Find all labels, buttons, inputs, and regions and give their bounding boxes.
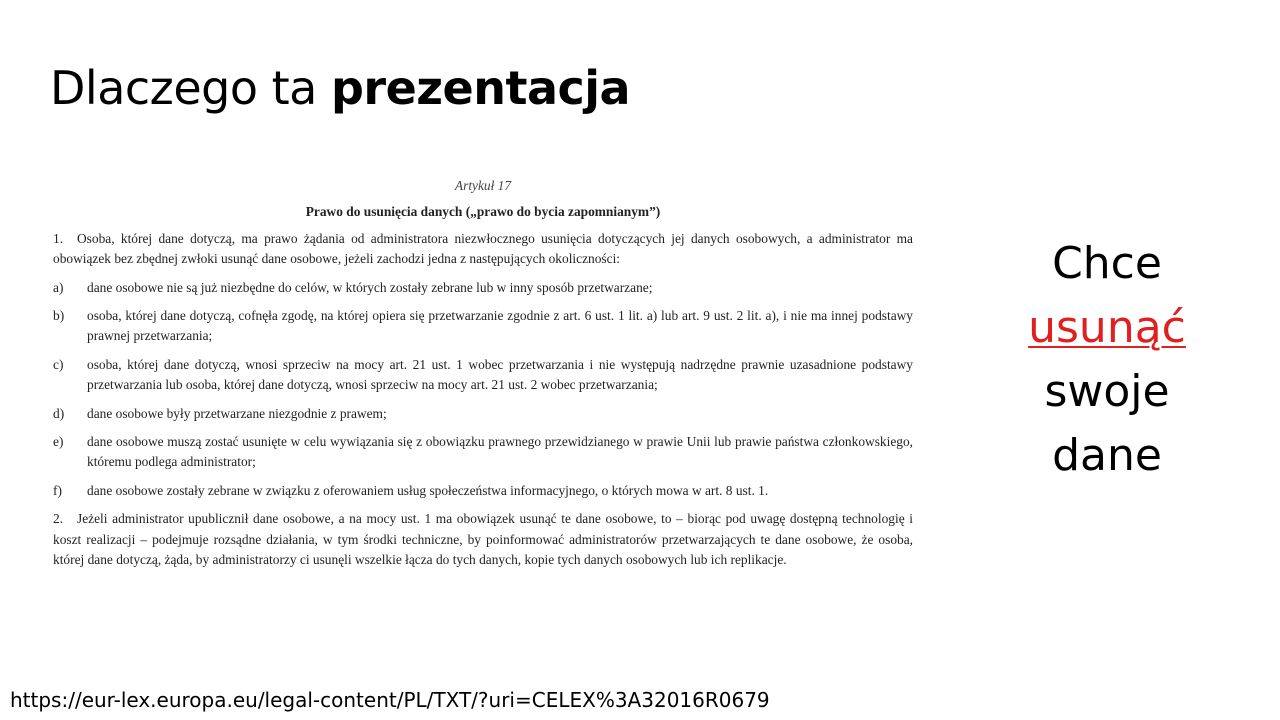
paragraph-number: 2. — [53, 511, 64, 527]
slide-title — [50, 58, 630, 118]
article-number: Artykuł 17 — [454, 178, 512, 193]
side-note-line-4: dane — [1052, 430, 1162, 481]
slide-title-regular: Dlaczego ta — [50, 61, 331, 115]
paragraph-text: Jeżeli administrator upublicznił dane osobowe, a na mocy ust. 1 ma obowiązek usunąć te dane osobowe, to – biorąc pod uwagę dostępną technologię i koszt realizacji – podejmuje rozsądne działania, w tym środki techniczne, by poinformować administratorów przetwarzających te dane osobowe, że osoba, której dane dotyczą, żąda, by administratorzy ci usunęli wszelkie łącza do tych danych, kopie tych danych osobowych lub ich replikacje. — [53, 511, 913, 568]
point-label: b) — [53, 308, 65, 324]
article-point — [53, 481, 913, 501]
point-text: dane osobowe były przetwarzane niezgodnie z prawem; — [87, 405, 387, 421]
article-paragraph-1 — [53, 229, 913, 270]
point-label: e) — [53, 434, 64, 450]
paragraph-number: 1. — [53, 230, 64, 246]
point-label: d) — [53, 405, 65, 421]
point-label: f) — [53, 482, 62, 498]
point-text: osoba, której dane dotyczą, cofnęła zgodę, na której opiera się przetwarzanie zgodnie z art. 6 ust. 1 lit. a) lub art. 9 ust. 2 lit. a), i nie ma innej podstawy prawnej przetwarzania; — [87, 308, 913, 344]
article-paragraph-2 — [53, 509, 913, 570]
side-note-line-1: Chce — [1052, 238, 1162, 289]
point-label: a) — [53, 279, 64, 295]
point-text: osoba, której dane dotyczą, wnosi sprzeciw na mocy art. 21 ust. 1 wobec przetwarzania i nie występują nadrzędne prawnie uzasadnione podstawy przetwarzania lub osoba, której dane dotyczą, wnosi sprzeciw na mocy art. 21 ust. 2 wobec przetwarzania; — [87, 356, 913, 393]
article-heading: Prawo do usunięcia danych („prawo do bycia zapomnianym”) — [305, 204, 661, 220]
point-text: dane osobowe zostały zebrane w związku z oferowaniem usług społeczeństwa informacyjnego, o których mowa w art. 8 ust. 1. — [87, 482, 769, 498]
paragraph-text: Osoba, której dane dotyczą, ma prawo żądania od administratora niezwłocznego usunięcia dotyczących jej danych osobowych, a administrator ma obowiązek bez zbędnej zwłoki usunąć dane osobowe, jeżeli zachodzi jedna z następujących okoliczności: — [53, 230, 913, 267]
article-point — [53, 432, 913, 473]
article-point — [53, 355, 913, 396]
side-note — [1000, 232, 1214, 488]
point-label: c) — [53, 356, 64, 372]
point-text: dane osobowe muszą zostać usunięte w celu wywiązania się z obowiązku prawnego przewidzianego w prawie Unii lub prawie państwa członkowskiego, któremu podlega administrator; — [87, 434, 913, 470]
source-url: https://eur-lex.europa.eu/legal-content/PL/TXT/?uri=CELEX%3A32016R0679 — [10, 688, 770, 712]
slide-title-bold: prezentacja — [330, 61, 631, 115]
side-note-highlight: usunąć — [1028, 302, 1186, 353]
side-note-line-3: swoje — [1044, 366, 1170, 417]
point-text: dane osobowe nie są już niezbędne do celów, w których zostały zebrane lub w inny sposób przetwarzane; — [87, 279, 653, 295]
article-point — [53, 278, 913, 298]
article-point — [53, 306, 913, 347]
article-excerpt — [53, 176, 913, 579]
article-point — [53, 404, 913, 424]
